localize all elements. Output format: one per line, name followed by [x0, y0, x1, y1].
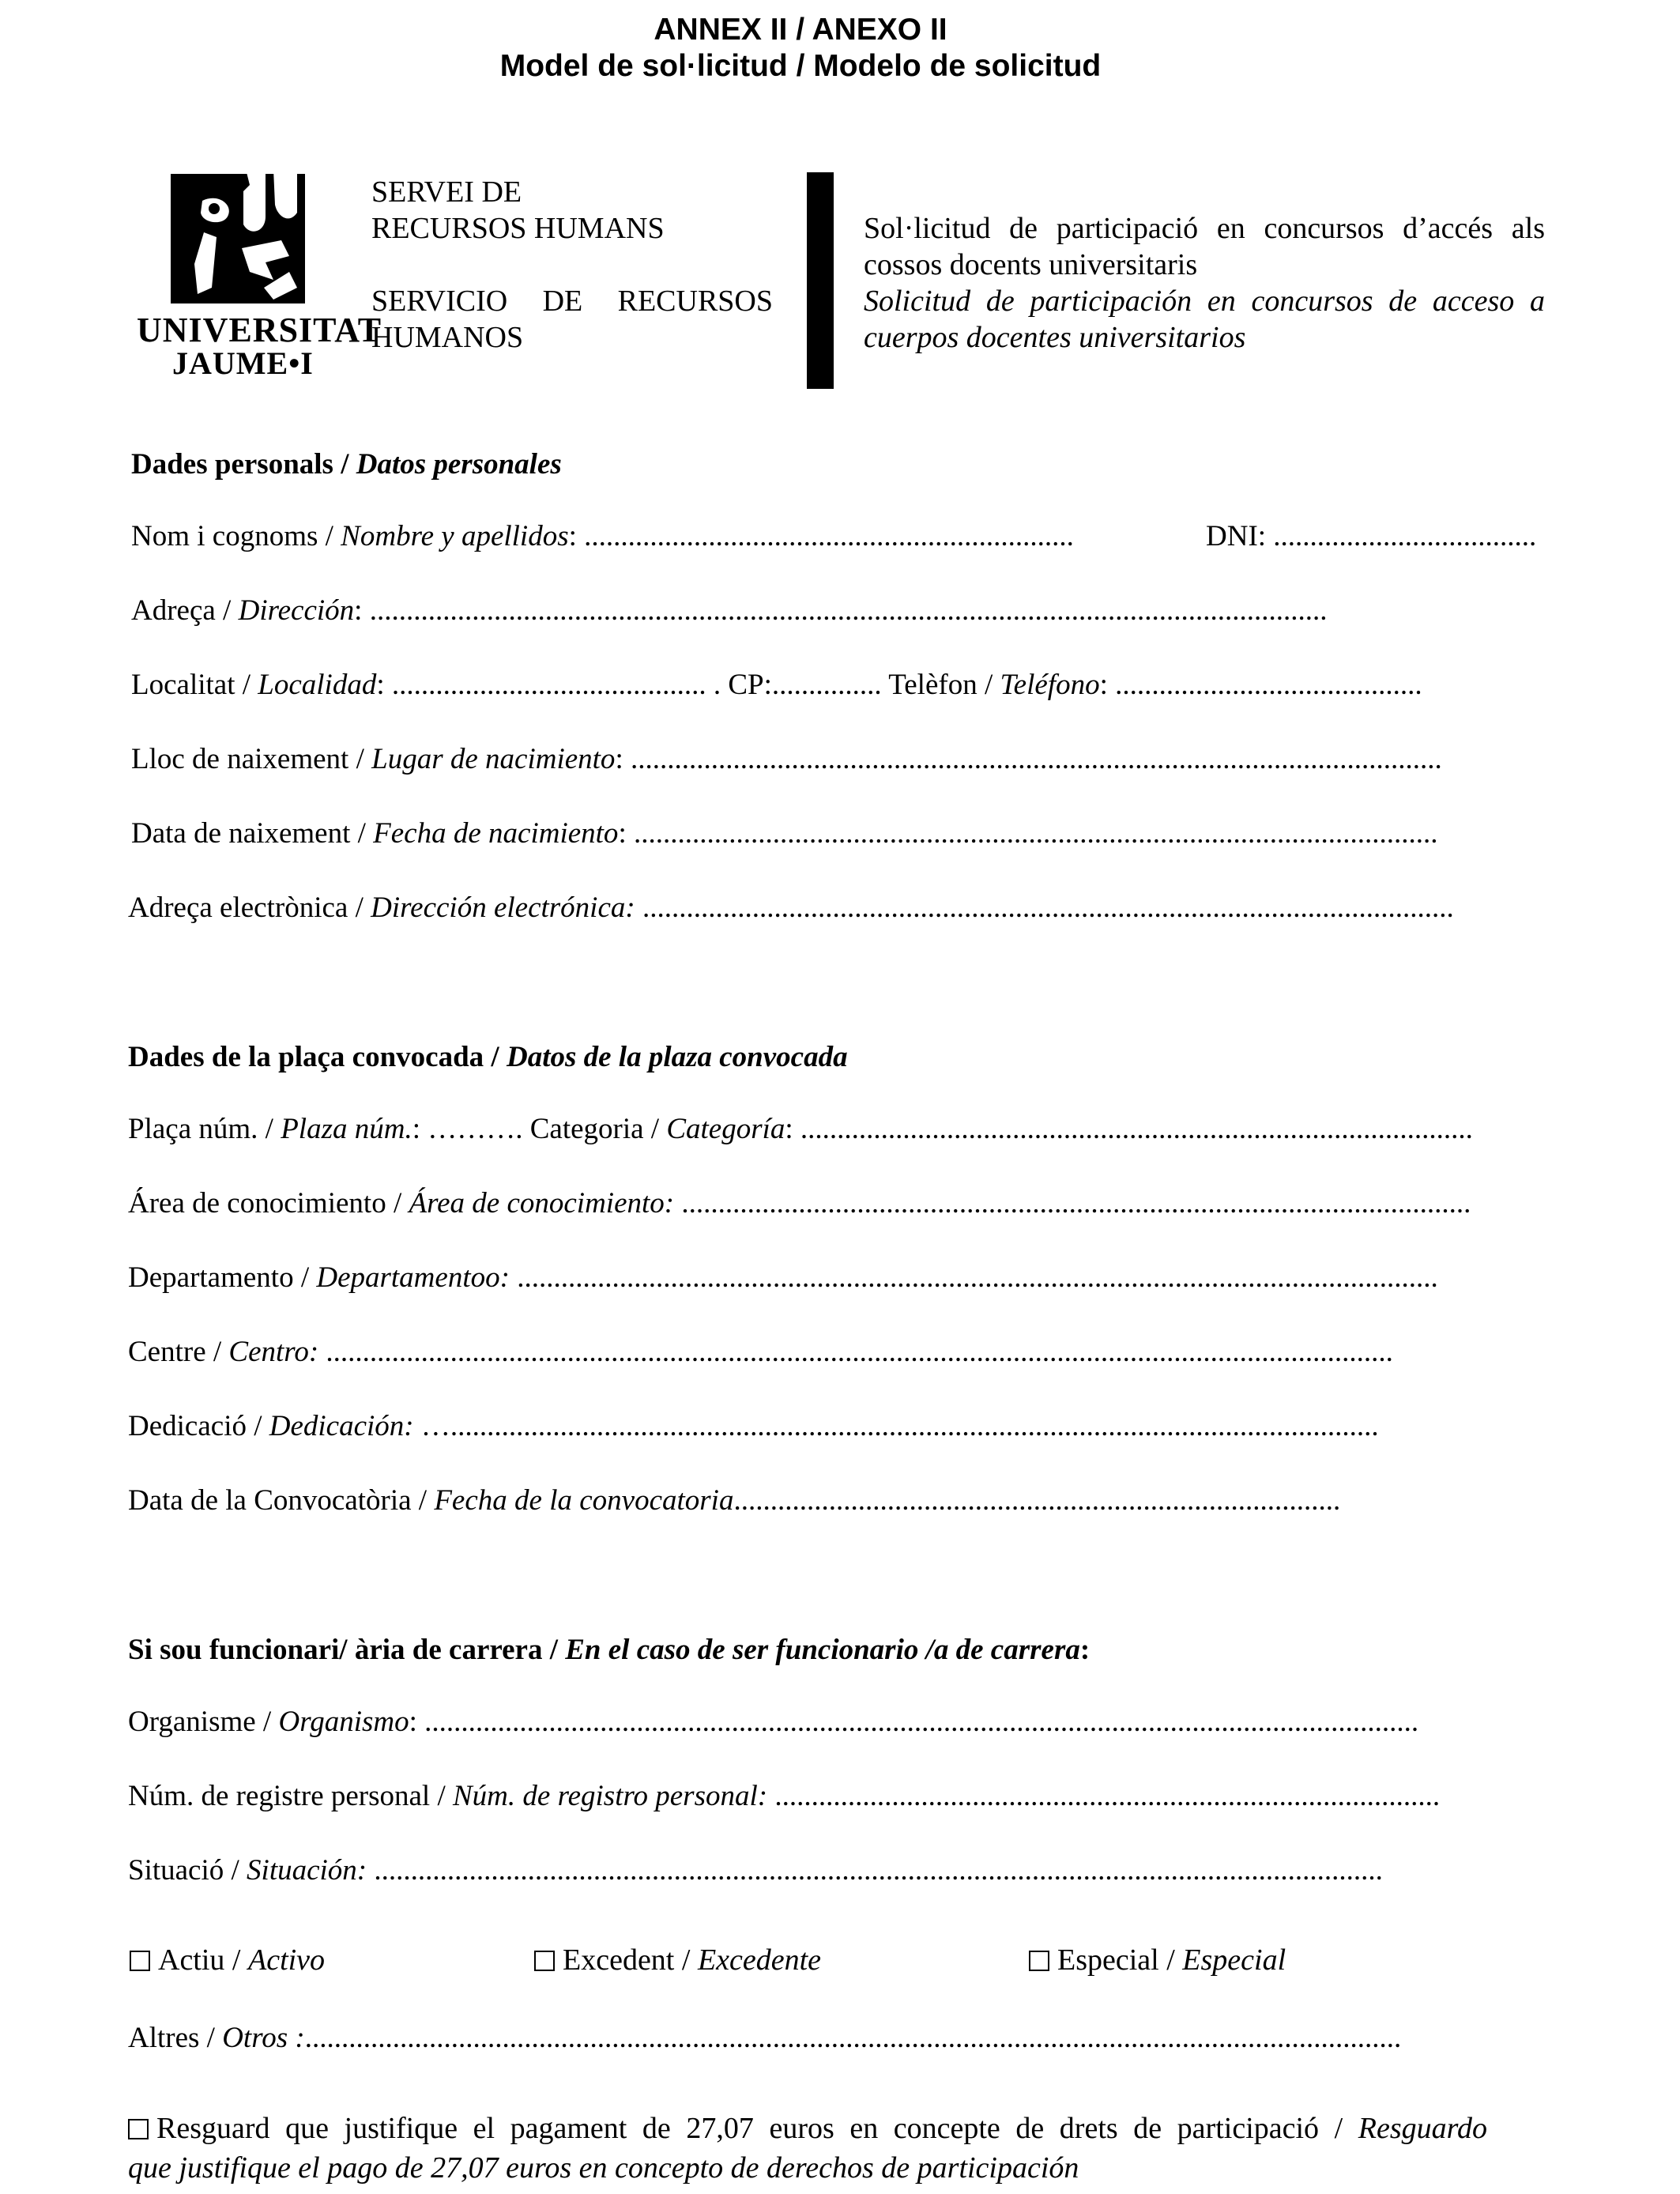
service-line-2: RECURSOS HUMANS [371, 212, 665, 245]
field-personal-registry-number[interactable]: Núm. de registre personal / Núm. de registro personal: ........................................................................................... [128, 1780, 1441, 1812]
checkbox-active[interactable]: Actiu / Activo [130, 1943, 325, 1977]
section-personal-heading: Dades personals / Datos personales [131, 448, 562, 481]
field-situation[interactable]: Situació / Situación: .......................................................................................................................................... [128, 1854, 1383, 1887]
checkbox-icon [1029, 1951, 1049, 1971]
service-block [371, 174, 773, 356]
field-call-date[interactable]: Data de la Convocatòria / Fecha de la convocatoria................................................................................... [128, 1484, 1341, 1517]
service-line-3: SERVICIO DE RECURSOS [371, 285, 773, 318]
field-others[interactable]: Altres / Otros :...................................................................................................................................................... [128, 2022, 1402, 2054]
field-birthplace[interactable]: Lloc de naixement / Lugar de nacimiento: ............................................................................................................... [131, 743, 1442, 775]
field-knowledge-area[interactable]: Área de conocimiento / Área de conocimiento: ............................................................................................................ [128, 1187, 1471, 1220]
university-logo [133, 169, 382, 381]
checkbox-special[interactable]: Especial / Especial [1029, 1943, 1286, 1977]
receipt-checkbox-item[interactable]: Resguard que justifique el pagament de 27,07 euros en concepte de drets de participació / Resguardo que justifique el pago de 27,07 euros en concepto de derechos de participación [128, 2112, 1487, 2185]
checkbox-icon [130, 1951, 150, 1971]
checkbox-icon [128, 2119, 149, 2139]
document-title: ANNEX II / ANEXO II [654, 13, 947, 47]
logo-wordmark-line2: JAUME•I [172, 345, 314, 381]
header-divider [807, 172, 834, 389]
request-line-4: cuerpos docentes universitarios [864, 321, 1246, 354]
section-position-heading: Dades de la plaça convocada / Datos de la plaza convocada [128, 1041, 848, 1073]
field-full-name[interactable]: Nom i cognoms / Nombre y apellidos: ................................................................... [131, 520, 1074, 552]
checkbox-icon [534, 1951, 555, 1971]
field-city-postcode-phone[interactable]: Localitat / Localidad: ........................................... . CP:............... Telèfon / Teléfono: .......................................... [131, 669, 1422, 701]
document-subtitle: Model de sol·licitud / Modelo de solicitud [499, 49, 1102, 83]
service-line-4: HUMANOS [371, 321, 524, 354]
service-line-1: SERVEI DE [371, 175, 522, 209]
section-civil-servant-heading: Si sou funcionari/ ària de carrera / En el caso de ser funcionario /a de carrera: [128, 1634, 1090, 1666]
field-email[interactable]: Adreça electrònica / Dirección electrónica: ............................................................................................................... [128, 892, 1454, 924]
request-line-2: cossos docents universitaris [864, 248, 1198, 281]
field-dedication[interactable]: Dedicació / Dedicación: …............................................................................................................................... [128, 1410, 1379, 1442]
request-line-1: Sol·licitud de participació en concursos d’accés als [864, 212, 1545, 245]
logo-wordmark-line1: UNIVERSITAT [137, 311, 382, 349]
request-line-3: Solicitud de participación en concursos de acceso a [864, 285, 1545, 318]
field-centre[interactable]: Centre / Centro: .................................................................................................................................................. [128, 1336, 1393, 1368]
checkbox-excedent[interactable]: Excedent / Excedente [534, 1943, 821, 1977]
field-address[interactable]: Adreça / Dirección: ................................................................................................................................... [131, 594, 1328, 627]
field-birthdate[interactable]: Data de naixement / Fecha de nacimiento: .............................................................................................................. [131, 817, 1438, 850]
field-position-number-category[interactable]: Plaça núm. / Plaza núm.: ………. Categoria / Categoría: ............................................................................................ [128, 1113, 1473, 1145]
field-department[interactable]: Departamento / Departamentoo: .............................................................................................................................. [128, 1261, 1438, 1294]
field-organism[interactable]: Organisme / Organismo: ........................................................................................................................................ [128, 1706, 1419, 1738]
university-emblem-icon [171, 169, 310, 305]
request-description [864, 210, 1545, 356]
field-dni[interactable]: DNI: .................................... [1206, 520, 1537, 552]
